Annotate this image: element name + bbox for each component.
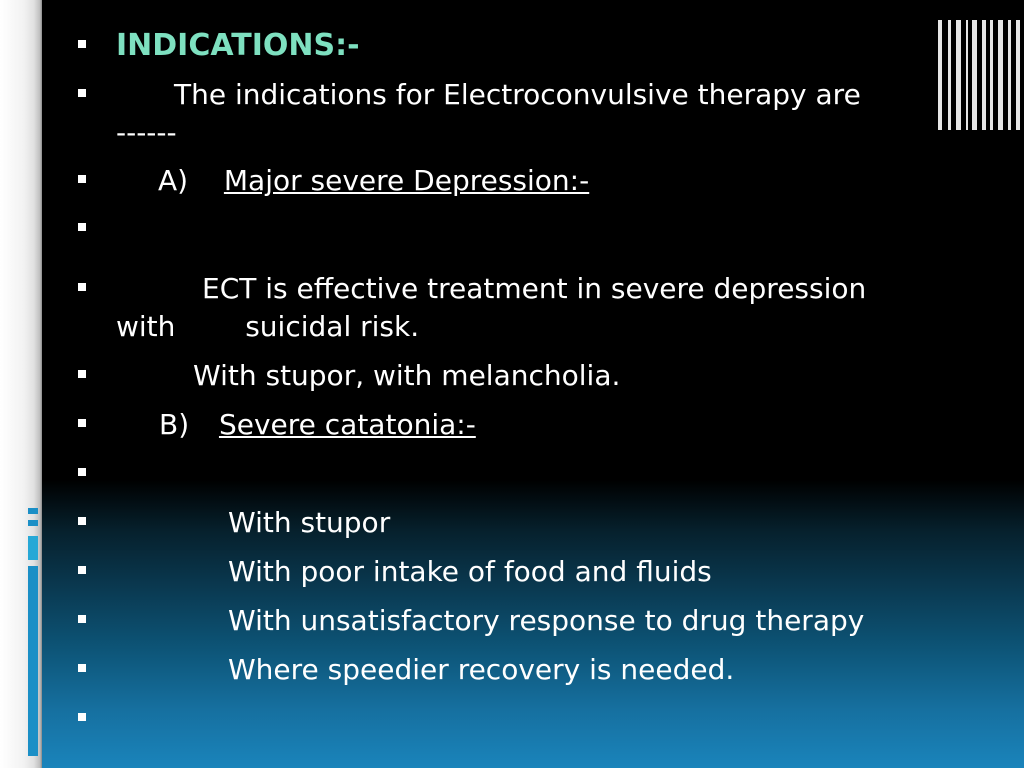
ect-text-risk: suicidal risk.: [245, 310, 420, 343]
catatonia-item: With unsatisfactory response to drug therapy: [228, 604, 865, 637]
stupor-text: With stupor, with melancholia.: [193, 359, 621, 392]
deco-line: [990, 20, 993, 130]
square-bullet-icon: [78, 615, 86, 623]
square-bullet-icon: [78, 517, 86, 525]
square-bullet-icon: [78, 40, 86, 48]
square-bullet-icon: [78, 566, 86, 574]
deco-line: [966, 20, 968, 130]
list-item: [78, 602, 958, 640]
deco-line: [1008, 20, 1011, 130]
intro-text: The indications for Electroconvulsive therapy are: [174, 78, 861, 111]
catatonia-item: With poor intake of food and fluids: [228, 555, 712, 588]
ect-row: [78, 270, 958, 346]
ect-text-with: with: [116, 310, 176, 343]
intro-row: [78, 76, 958, 152]
list-item: [78, 553, 958, 591]
square-bullet-icon: [78, 175, 86, 183]
section-a-row: [78, 162, 958, 200]
section-b-row: [78, 406, 958, 444]
empty-row: [78, 210, 958, 248]
deco-line: [998, 20, 1003, 130]
slide-title: INDICATIONS:-: [116, 28, 360, 63]
strip-bar: [28, 536, 38, 560]
square-bullet-icon: [78, 370, 86, 378]
square-bullet-icon: [78, 223, 86, 231]
catatonia-item: Where speedier recovery is needed.: [228, 653, 735, 686]
strip-bar: [28, 566, 38, 756]
square-bullet-icon: [78, 713, 86, 721]
list-item: [78, 651, 958, 689]
empty-row: [78, 455, 958, 493]
square-bullet-icon: [78, 419, 86, 427]
stupor-row: [78, 357, 958, 395]
square-bullet-icon: [78, 89, 86, 97]
title-row: [78, 26, 958, 70]
deco-line: [982, 20, 986, 130]
ect-text-line1: ECT is effective treatment in severe depression: [202, 272, 867, 305]
section-a-prefix: A): [158, 164, 189, 197]
catatonia-item: With stupor: [228, 506, 391, 539]
section-a-heading: Major severe Depression:-: [223, 164, 590, 197]
intro-dashes: ------: [116, 116, 177, 149]
left-decorative-strip: [0, 0, 42, 768]
deco-line: [1016, 20, 1020, 130]
strip-mark: [28, 508, 38, 514]
square-bullet-icon: [78, 468, 86, 476]
square-bullet-icon: [78, 283, 86, 291]
section-b-heading: Severe catatonia:-: [218, 408, 476, 441]
strip-mark: [28, 520, 38, 526]
section-b-prefix: B): [159, 408, 190, 441]
empty-row: [78, 700, 958, 738]
deco-line: [972, 20, 977, 130]
slide-content: [78, 26, 958, 738]
square-bullet-icon: [78, 664, 86, 672]
list-item: [78, 504, 958, 542]
